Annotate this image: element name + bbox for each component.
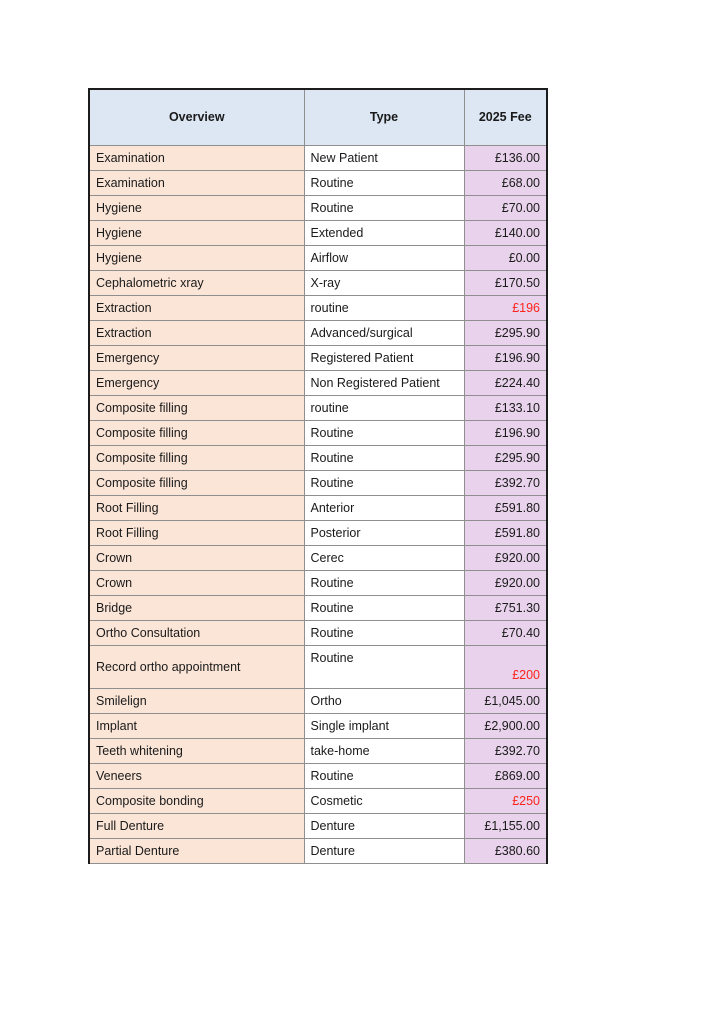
table-row	[89, 246, 547, 271]
table-row	[89, 789, 547, 814]
overview-cell: Hygiene	[89, 246, 304, 271]
overview-cell: Composite filling	[89, 396, 304, 421]
overview-cell: Examination	[89, 146, 304, 171]
fee-cell: £751.30	[464, 596, 547, 621]
type-cell: Non Registered Patient	[304, 371, 464, 396]
overview-cell: Root Filling	[89, 496, 304, 521]
type-cell: routine	[304, 396, 464, 421]
fee-cell: £1,045.00	[464, 689, 547, 714]
table-row	[89, 196, 547, 221]
overview-cell: Hygiene	[89, 221, 304, 246]
table-row	[89, 271, 547, 296]
overview-cell: Emergency	[89, 346, 304, 371]
type-cell: Routine	[304, 446, 464, 471]
type-cell: Airflow	[304, 246, 464, 271]
table-row	[89, 814, 547, 839]
fee-cell: £196.90	[464, 421, 547, 446]
overview-cell: Hygiene	[89, 196, 304, 221]
fee-table	[88, 88, 548, 864]
type-cell: New Patient	[304, 146, 464, 171]
fee-cell: £920.00	[464, 546, 547, 571]
type-cell: Registered Patient	[304, 346, 464, 371]
table-row	[89, 446, 547, 471]
table-row	[89, 646, 547, 689]
table-row	[89, 221, 547, 246]
fee-cell: £68.00	[464, 171, 547, 196]
table-row	[89, 546, 547, 571]
overview-cell: Composite filling	[89, 471, 304, 496]
type-cell: take-home	[304, 739, 464, 764]
overview-cell: Crown	[89, 546, 304, 571]
overview-cell: Full Denture	[89, 814, 304, 839]
column-header-overview: Overview	[89, 89, 304, 146]
fee-table-body	[89, 146, 547, 864]
overview-cell: Veneers	[89, 764, 304, 789]
table-row	[89, 689, 547, 714]
fee-cell: £920.00	[464, 571, 547, 596]
fee-cell: £250	[464, 789, 547, 814]
type-cell: Routine	[304, 421, 464, 446]
fee-cell: £70.00	[464, 196, 547, 221]
fee-cell: £70.40	[464, 621, 547, 646]
overview-cell: Teeth whitening	[89, 739, 304, 764]
overview-cell: Record ortho appointment	[89, 646, 304, 689]
fee-cell: £295.90	[464, 446, 547, 471]
column-header-type: Type	[304, 89, 464, 146]
table-row	[89, 471, 547, 496]
type-cell: Denture	[304, 814, 464, 839]
type-cell: X-ray	[304, 271, 464, 296]
table-row	[89, 146, 547, 171]
type-cell: Routine	[304, 764, 464, 789]
table-row	[89, 171, 547, 196]
fee-cell: £0.00	[464, 246, 547, 271]
type-cell: Routine	[304, 471, 464, 496]
column-header-2025-fee: 2025 Fee	[464, 89, 547, 146]
fee-cell: £295.90	[464, 321, 547, 346]
type-cell: Single implant	[304, 714, 464, 739]
overview-cell: Bridge	[89, 596, 304, 621]
header-row	[89, 89, 547, 146]
overview-cell: Extraction	[89, 321, 304, 346]
type-cell: routine	[304, 296, 464, 321]
fee-cell: £1,155.00	[464, 814, 547, 839]
overview-cell: Examination	[89, 171, 304, 196]
type-cell: Posterior	[304, 521, 464, 546]
fee-cell: £591.80	[464, 521, 547, 546]
overview-cell: Implant	[89, 714, 304, 739]
overview-cell: Emergency	[89, 371, 304, 396]
table-row	[89, 321, 547, 346]
overview-cell: Ortho Consultation	[89, 621, 304, 646]
fee-cell: £380.60	[464, 839, 547, 864]
type-cell: Anterior	[304, 496, 464, 521]
fee-cell: £392.70	[464, 739, 547, 764]
overview-cell: Crown	[89, 571, 304, 596]
overview-cell: Partial Denture	[89, 839, 304, 864]
fee-cell: £170.50	[464, 271, 547, 296]
table-row	[89, 296, 547, 321]
table-row	[89, 396, 547, 421]
overview-cell: Composite filling	[89, 446, 304, 471]
overview-cell: Extraction	[89, 296, 304, 321]
table-row	[89, 764, 547, 789]
type-cell: Denture	[304, 839, 464, 864]
fee-cell: £136.00	[464, 146, 547, 171]
fee-cell: £392.70	[464, 471, 547, 496]
fee-cell: £140.00	[464, 221, 547, 246]
table-row	[89, 496, 547, 521]
type-cell: Routine	[304, 571, 464, 596]
fee-table-header	[89, 89, 547, 146]
fee-cell: £591.80	[464, 496, 547, 521]
fee-cell: £196	[464, 296, 547, 321]
type-cell: Ortho	[304, 689, 464, 714]
type-cell: Cosmetic	[304, 789, 464, 814]
table-row	[89, 596, 547, 621]
table-row	[89, 421, 547, 446]
fee-cell: £2,900.00	[464, 714, 547, 739]
fee-cell: £133.10	[464, 396, 547, 421]
overview-cell: Cephalometric xray	[89, 271, 304, 296]
table-row	[89, 571, 547, 596]
type-cell: Routine	[304, 196, 464, 221]
overview-cell: Composite filling	[89, 421, 304, 446]
table-row	[89, 346, 547, 371]
table-row	[89, 371, 547, 396]
type-cell: Routine	[304, 621, 464, 646]
type-cell: Advanced/surgical	[304, 321, 464, 346]
type-cell: Routine	[304, 646, 464, 689]
overview-cell: Root Filling	[89, 521, 304, 546]
fee-cell: £196.90	[464, 346, 547, 371]
type-cell: Routine	[304, 171, 464, 196]
type-cell: Routine	[304, 596, 464, 621]
type-cell: Cerec	[304, 546, 464, 571]
overview-cell: Composite bonding	[89, 789, 304, 814]
fee-cell: £224.40	[464, 371, 547, 396]
type-cell: Extended	[304, 221, 464, 246]
table-row	[89, 839, 547, 864]
table-row	[89, 621, 547, 646]
fee-cell: £200	[464, 646, 547, 689]
table-row	[89, 521, 547, 546]
fee-cell: £869.00	[464, 764, 547, 789]
table-row	[89, 739, 547, 764]
overview-cell: Smilelign	[89, 689, 304, 714]
table-row	[89, 714, 547, 739]
